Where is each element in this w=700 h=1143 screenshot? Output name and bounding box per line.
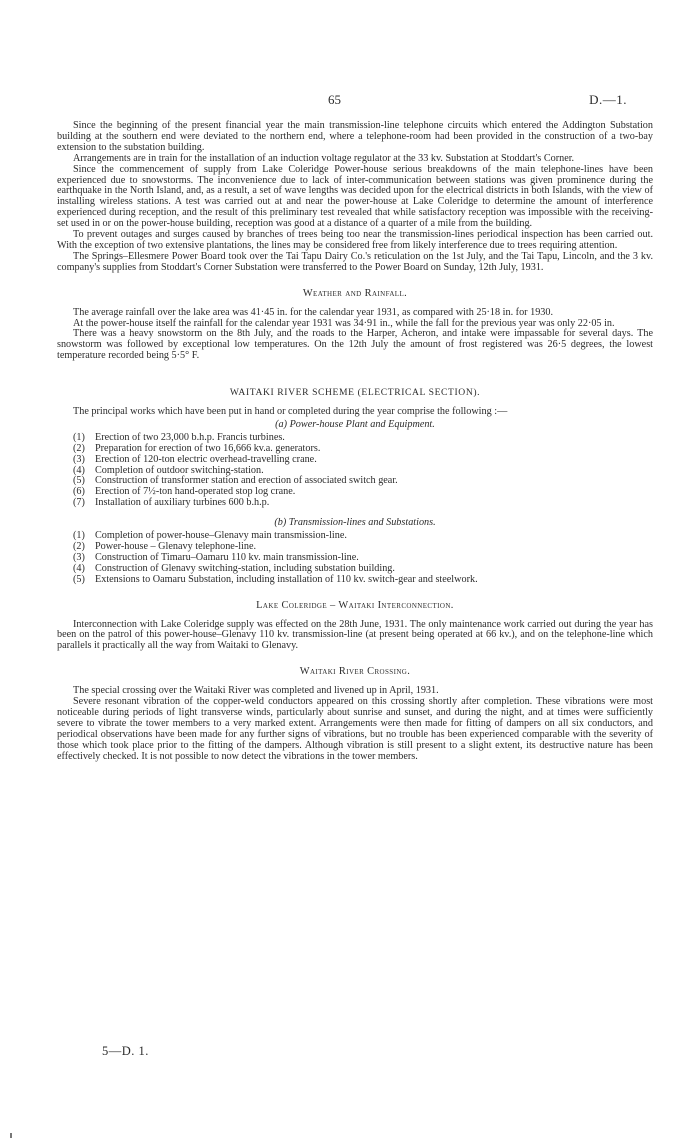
paragraph: At the power-house itself the rainfall for the calendar year 1931 was 34·91 in., while the fall for the previous year was only 22·05 in. <box>73 317 615 329</box>
subheading-power-house-plant: (a) Power-house Plant and Equipment. <box>275 418 435 430</box>
interconnection-section <box>57 601 653 653</box>
subheading-transmission-lines: (b) Transmission-lines and Substations. <box>274 517 436 529</box>
list-item-text: Preparation for erection of two 16,666 kv.a. generators. <box>95 442 321 454</box>
paragraph: Since the beginning of the present financial year the main transmission-line telephone circuits which entered the Addington Substation building at the southern end were deviated to the northern end, where a telephone-room had been provided in the construction of a two-bay extension to the substation building. <box>57 120 653 153</box>
paragraph: Interconnection with Lake Coleridge supply was effected on the 28th June, 1931. The only maintenance work carried out during the year has been on the patrol of this power-house–Glenavy 110 kv. transmission-line (at present being operated at 66 kv.), and on the telephone-line which parallels it practically all the way from Waitaki to Glenavy. <box>57 618 653 652</box>
weather-section <box>57 289 653 362</box>
list-item <box>73 498 653 509</box>
list-item-text: Construction of Timaru–Oamaru 110 kv. main transmission-line. <box>95 551 359 563</box>
list-item-text: Construction of Glenavy switching-station, including substation building. <box>95 562 395 574</box>
list-item-number: (3) <box>73 551 85 563</box>
list-item-text: Erection of two 23,000 b.h.p. Francis turbines. <box>95 431 285 443</box>
paragraph: Arrangements are in train for the installation of an induction voltage regulator at the 33 kv. Substation at Stoddart's Corner. <box>73 152 575 164</box>
footer-signature: 5—D. 1. <box>102 1044 149 1058</box>
list-item-number: (7) <box>73 497 85 509</box>
paragraph: To prevent outages and surges caused by branches of trees being too near the transmission-lines periodical inspection has been carried out. With the exception of two extensive plantations, the lines may be considered free from likely interference due to trees requiring attention. <box>57 229 653 251</box>
section-heading-interconnection: Lake Coleridge – Waitaki Interconnection. <box>256 599 454 611</box>
river-crossing-section <box>57 667 653 762</box>
list-item-number: (1) <box>73 431 85 443</box>
power-house-works-list <box>57 433 653 509</box>
transmission-works-list <box>57 531 653 586</box>
list-item-number: (5) <box>73 475 85 487</box>
list-item-number: (3) <box>73 453 85 465</box>
list-item-number: (4) <box>73 562 85 574</box>
list-item-text: Construction of transformer station and erection of associated switch gear. <box>95 475 398 487</box>
list-item-text: Power-house – Glenavy telephone-line. <box>95 541 257 552</box>
section-heading-weather: Weather and Rainfall. <box>302 287 408 299</box>
paragraph: The special crossing over the Waitaki River was completed and livened up in April, 1931. <box>73 685 439 697</box>
list-item-number: (6) <box>73 486 85 498</box>
list-item-number: (5) <box>73 573 85 585</box>
paragraph: The Springs–Ellesmere Power Board took over the Tai Tapu Dairy Co.'s reticulation on the 1st July, and the Tai Tapu, Lincoln, and the 3 kv. company's supplies from Stoddart's Corner Substation were transferred to the Power Board on Sunday, 12th July, 1931. <box>57 250 653 273</box>
list-item-text: Installation of auxiliary turbines 600 b.h.p. <box>95 497 270 509</box>
paragraph: There was a heavy snowstorm on the 8th July, and the roads to the Harper, Acheron, and intake were impassable for several days. The snowstorm was followed by exceptional low temperatures. On the 12th July the amount of frost registered was 26·5 degrees, the lowest temperature recorded being 5·5° F. <box>57 328 653 362</box>
document-reference: D.—1. <box>589 92 627 107</box>
list-item-number: (4) <box>73 464 85 476</box>
list-item-text: Erection of 120-ton electric overhead-travelling crane. <box>95 453 317 465</box>
page-body <box>57 121 653 763</box>
paragraph: Severe resonant vibration of the copper-weld conductors appeared on this crossing shortly after completion. These vibrations were most noticeable during periods of light transverse winds, particularly about sunrise and sunset, and during the night, and at times were sufficiently severe to vibrate the tower members to a very marked extent. Arrangements were then made for fitting of dampers on all six conductors, and periodical observations have been made for any further signs of vibrations, but no trouble has been experienced comparable with the severity of those which took place prior to the fitting of the dampers. Although vibration is still present to a slight extent, its destructive nature has been effectively checked. It is not possible to now detect the vibrations in the tower members. <box>57 696 653 762</box>
waitaki-scheme-section <box>57 388 653 586</box>
list-item-text: Extensions to Oamaru Substation, including installation of 110 kv. switch-gear and steelwork. <box>95 573 478 585</box>
list-item-text: Erection of 7½-ton hand-operated stop log crane. <box>95 486 296 498</box>
section-heading-waitaki: WAITAKI RIVER SCHEME (ELECTRICAL SECTION). <box>229 387 481 399</box>
list-item-number: (1) <box>73 530 85 542</box>
list-item <box>73 455 653 466</box>
paragraph: The principal works which have been put in hand or completed during the year comprise the following :— <box>73 406 508 418</box>
list-item-text: Completion of power-house–Glenavy main transmission-line. <box>95 530 347 542</box>
section-heading-river-crossing: Waitaki River Crossing. <box>299 666 411 678</box>
paragraph: The average rainfall over the lake area was 41·45 in. for the calendar year 1931, as compared with 25·18 in. for 1930. <box>73 306 554 318</box>
list-item-text: Completion of outdoor switching-station. <box>95 464 264 476</box>
telephone-section <box>57 121 653 274</box>
scan-mark <box>10 1133 12 1138</box>
paragraph: Since the commencement of supply from Lake Coleridge Power-house serious breakdowns of the main telephone-lines have been experienced due to snowstorms. The inconvenience due to lack of inter-communication between stations was given prominence during the earthquake in the North Island, and, as a result, a set of wave lengths was decided upon for the electrical districts in both Islands, with the view of installing wireless stations. A test was carried out at and near the power-house at Lake Coleridge to determine the amount of interference experienced during reception, and the result of this preliminary test revealed that while satisfactory reception was impossible with the receiving-set used in or on the power-house building, reception was good at a distance of a quarter of a mile from the building. <box>57 163 653 230</box>
list-item-number: (2) <box>73 541 85 552</box>
list-item-number: (2) <box>73 442 85 454</box>
list-item <box>73 575 653 586</box>
page-number: 65 <box>328 92 341 107</box>
page-header <box>0 92 700 108</box>
